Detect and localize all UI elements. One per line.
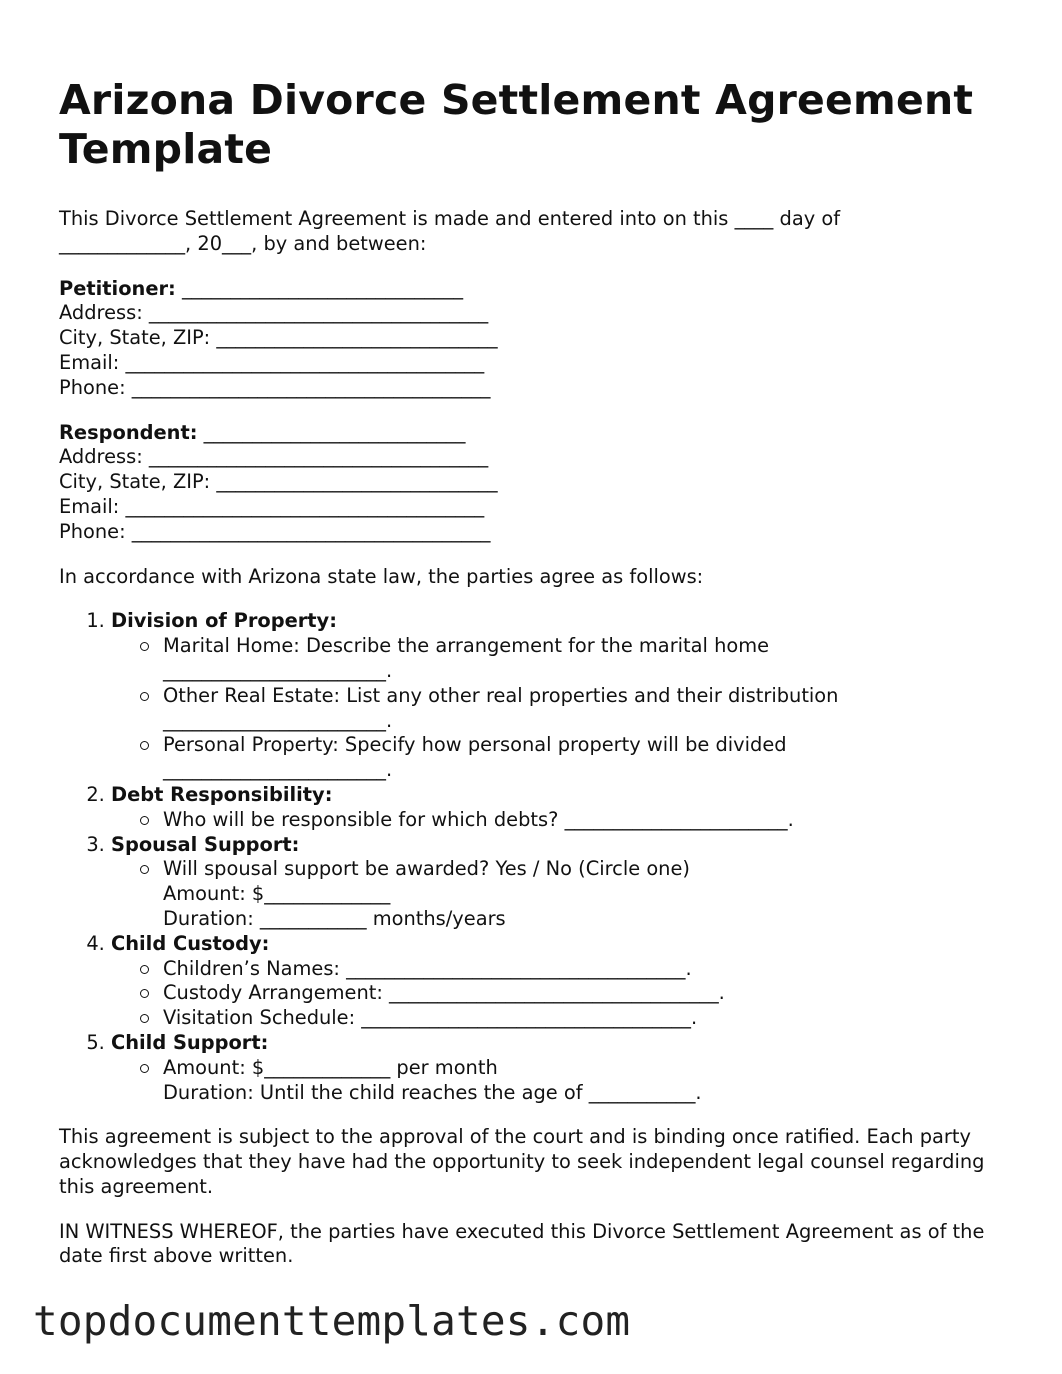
section-heading: Child Custody: — [111, 931, 270, 955]
list-item — [163, 808, 1019, 833]
petitioner-block — [59, 277, 1019, 401]
section-debt-responsibility — [111, 783, 1019, 833]
list-item — [163, 857, 1019, 931]
petitioner-address-line: Address: ___________________________________ — [59, 301, 489, 325]
section-heading: Division of Property: — [111, 609, 337, 633]
list-item — [163, 957, 1019, 982]
list-item — [163, 634, 1019, 684]
list-item — [163, 981, 1019, 1006]
respondent-city-line: City, State, ZIP: _____________________________ — [59, 470, 498, 494]
respondent-address-line: Address: ___________________________________ — [59, 445, 489, 469]
respondent-name-line — [59, 421, 1019, 446]
item-text: Will spousal support be awarded? Yes / No (Circle one) — [163, 857, 690, 881]
item-extra-amount: Amount: $_____________ — [163, 882, 391, 906]
section-child-support — [111, 1031, 1019, 1105]
item-extra-duration: Duration: Until the child reaches the age of ___________. — [163, 1080, 702, 1104]
intro-line-1: This Divorce Settlement Agreement is made and entered into on this ____ day of — [59, 207, 841, 230]
petitioner-name-blank: _____________________________ — [175, 276, 464, 300]
document-title: Arizona Divorce Settlement Agreement Template — [59, 76, 974, 173]
petitioner-email-line: Email: _____________________________________ — [59, 350, 485, 374]
respondent-name-blank: ___________________________ — [197, 420, 466, 444]
watermark-text: topdocumenttemplates.com — [33, 1297, 631, 1345]
section-heading: Debt Responsibility: — [111, 782, 333, 806]
closing-paragraph: This agreement is subject to the approval of the court and is binding once ratified. Each party acknowledges that they have had the opportunity to seek independent legal counsel regarding this agreement. — [59, 1125, 985, 1198]
section-child-custody — [111, 932, 1019, 1031]
section-items — [111, 1056, 1019, 1106]
section-spousal-support — [111, 833, 1019, 932]
item-text: Who will be responsible for which debts? _______________________. — [163, 807, 794, 831]
witness-paragraph: IN WITNESS WHEREOF, the parties have executed this Divorce Settlement Agreement as of the date first above written. — [59, 1219, 985, 1268]
respondent-phone-line: Phone: _____________________________________ — [59, 519, 491, 543]
section-heading: Spousal Support: — [111, 832, 300, 856]
section-items — [111, 857, 1019, 931]
item-blank: _______________________. — [163, 658, 393, 682]
section-heading: Child Support: — [111, 1030, 269, 1054]
item-text: Personal Property: Specify how personal property will be divided — [163, 733, 787, 757]
list-item — [163, 684, 1019, 734]
list-item — [163, 1006, 1019, 1031]
item-blank: _______________________. — [163, 708, 393, 732]
terms-list — [59, 609, 1019, 1105]
item-text: Custody Arrangement: __________________________________. — [163, 981, 725, 1005]
item-blank: _______________________. — [163, 758, 393, 782]
list-item — [163, 1056, 1019, 1106]
item-text: Children’s Names: ___________________________________. — [163, 956, 692, 980]
section-division-of-property — [111, 609, 1019, 783]
section-items — [111, 808, 1019, 833]
petitioner-label: Petitioner: — [59, 276, 176, 300]
respondent-block — [59, 421, 1019, 545]
item-text: Other Real Estate: List any other real properties and their distribution — [163, 683, 839, 707]
document-page — [59, 76, 1019, 1269]
accordance-statement: In accordance with Arizona state law, the parties agree as follows: — [59, 564, 704, 588]
petitioner-phone-line: Phone: _____________________________________ — [59, 375, 491, 399]
list-item — [163, 733, 1019, 783]
intro-paragraph — [59, 207, 1019, 257]
petitioner-name-line — [59, 277, 1019, 302]
respondent-email-line: Email: _____________________________________ — [59, 494, 485, 518]
item-text: Amount: $_____________ per month — [163, 1055, 498, 1079]
item-extra-duration: Duration: ___________ months/years — [163, 906, 506, 930]
respondent-label: Respondent: — [59, 420, 198, 444]
item-text: Marital Home: Describe the arrangement for the marital home — [163, 634, 770, 658]
section-items — [111, 634, 1019, 783]
intro-line-2: _____________, 20___, by and between: — [59, 231, 427, 255]
petitioner-city-line: City, State, ZIP: _____________________________ — [59, 326, 498, 350]
item-text: Visitation Schedule: __________________________________. — [163, 1006, 698, 1030]
section-items — [111, 957, 1019, 1031]
